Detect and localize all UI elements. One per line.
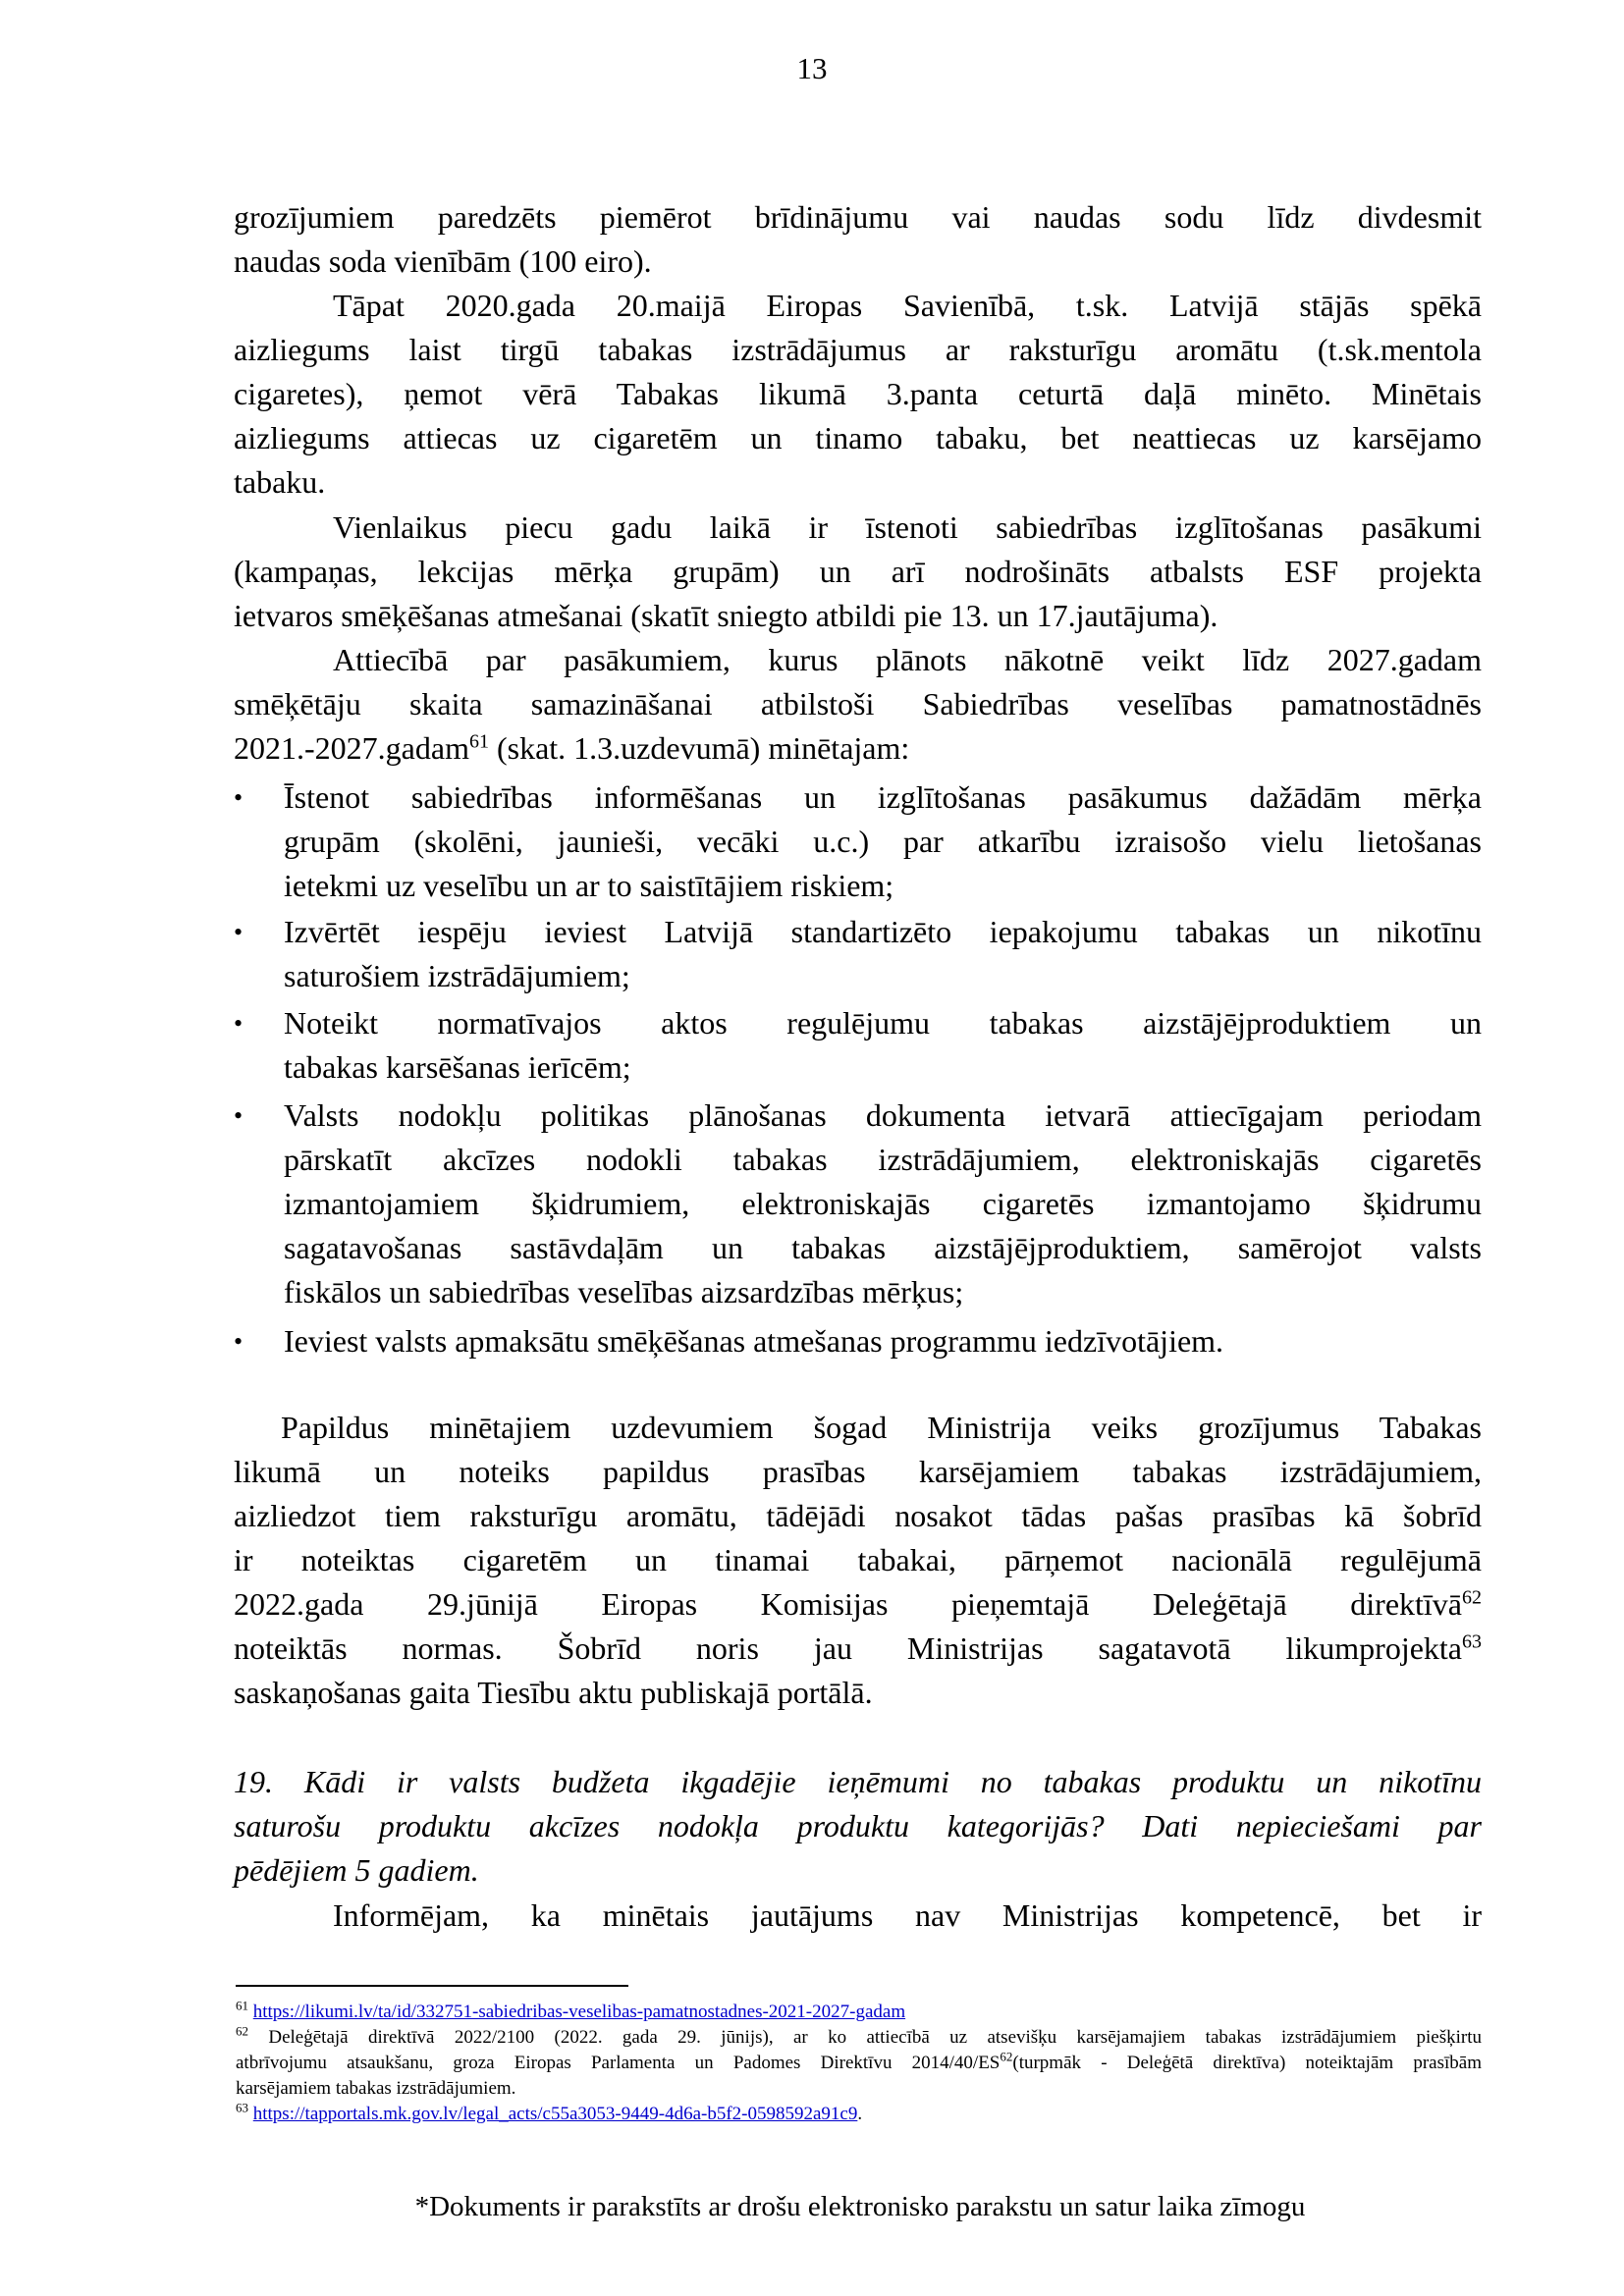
text-line	[284, 1001, 1482, 1045]
text-line	[234, 284, 1482, 328]
text-run: 2022.gada 29.jūnijā Eiropas Komisijas pieņemtajā Deleģētajā direktīvā	[234, 1586, 1462, 1622]
text-run: pēdējiem 5 gadiem.	[234, 1852, 479, 1888]
page-number: 13	[796, 51, 828, 85]
text-line	[234, 195, 1482, 240]
footnote-line	[236, 2051, 1482, 2076]
text-line	[284, 1319, 1482, 1363]
text-line	[234, 1848, 1482, 1893]
footnotes	[236, 2000, 1482, 2127]
footnote-reference: 62	[236, 2023, 248, 2039]
text-run: saturošu produktu akcīzes nodokļa produktu kategorijās? Dati nepieciešami par	[234, 1808, 1482, 1843]
text-run: (kampaņas, lekcijas mērķa grupām) un arī nodrošināts atbalsts ESF projekta	[234, 554, 1482, 589]
text-line	[284, 775, 1482, 820]
bullet-icon: •	[234, 1327, 244, 1356]
paragraph	[234, 284, 1482, 505]
text-run: (turpmāk - Deleģētā direktīva) noteiktajām prasībām	[1012, 2053, 1483, 2073]
text-line	[234, 1538, 1482, 1582]
footnote-line	[236, 2076, 1482, 2102]
text-line	[284, 1226, 1482, 1270]
bullet-list-item	[234, 775, 1482, 908]
bullet-icon: •	[234, 783, 244, 812]
footnote-link[interactable]: https://likumi.lv/ta/id/332751-sabiedribas-veselibas-pamatnostadnes-2021-2027-gadam	[252, 2002, 906, 2022]
text-line	[234, 240, 1482, 284]
text-line	[234, 328, 1482, 372]
text-run: Izvērtēt iespēju ieviest Latvijā standartizēto iepakojumu tabakas un nikotīnu	[284, 914, 1482, 949]
text-run: ir noteiktas cigaretēm un tinamai tabakai, pārņemot nacionālā regulējumā	[234, 1542, 1482, 1577]
footnote-separator	[236, 1985, 628, 1987]
text-line	[284, 954, 1482, 998]
text-run: sagatavošanas sastāvdaļām un tabakas aizstājējproduktiem, samērojot valsts	[284, 1230, 1482, 1265]
footnote-reference: 61	[236, 1998, 248, 2013]
text-run: Attiecībā par pasākumiem, kurus plānots nākotnē veikt līdz 2027.gadam	[333, 642, 1482, 677]
footnote-reference: 62	[1000, 2049, 1013, 2064]
text-line	[284, 1094, 1482, 1138]
text-line	[234, 1450, 1482, 1494]
text-run: smēķētāju skaita samazināšanai atbilstoši Sabiedrības veselības pamatnostādnēs	[234, 686, 1482, 721]
text-line	[234, 416, 1482, 460]
text-run: aizliedzot tiem raksturīgu aromātu, tādējādi nosakot tādas pašas prasības kā šobrīd	[234, 1498, 1482, 1533]
bullet-text	[234, 910, 1482, 998]
bullet-text	[234, 775, 1482, 908]
text-line	[234, 1582, 1482, 1627]
text-run: Deleģētajā direktīvā 2022/2100 (2022. gada 29. jūnijs), ar ko attiecībā uz atsevišķu karsējamajiem tabakas izstrādājumiem piešķirtu	[248, 2027, 1482, 2048]
bullet-list-item	[234, 910, 1482, 998]
text-run: Ieviest valsts apmaksātu smēķēšanas atmešanas programmu iedzīvotājiem.	[284, 1323, 1224, 1359]
text-line	[284, 910, 1482, 954]
text-run: atbrīvojumu atsaukšanu, groza Eiropas Parlamenta un Padomes Direktīvu 2014/40/ES	[236, 2053, 1001, 2073]
text-run: naudas soda vienībām (100 eiro).	[234, 243, 652, 279]
text-line	[234, 1627, 1482, 1671]
text-run: ietekmi uz veselību un ar to saistītājiem riskiem;	[284, 868, 894, 903]
text-line	[284, 864, 1482, 908]
text-run: Vienlaikus piecu gadu laikā ir īstenoti sabiedrības izglītošanas pasākumi	[333, 509, 1482, 545]
footnote	[236, 2102, 1482, 2127]
text-run: aizliegums laist tirgū tabakas izstrādājumus ar raksturīgu aromātu (t.sk.mentola	[234, 332, 1482, 367]
text-line	[234, 638, 1482, 682]
paragraph	[234, 506, 1482, 638]
bullet-text	[234, 1094, 1482, 1314]
text-line	[234, 1671, 1482, 1715]
text-run: Tāpat 2020.gada 20.maijā Eiropas Savienībā, t.sk. Latvijā stājās spēkā	[333, 288, 1482, 323]
bullet-list-item	[234, 1001, 1482, 1090]
bullet-icon: •	[234, 918, 244, 946]
paragraph	[234, 1894, 1482, 1938]
footnote	[236, 2025, 1482, 2102]
text-line	[234, 1494, 1482, 1538]
text-run: fiskālos un sabiedrības veselības aizsardzības mērķus;	[284, 1274, 964, 1309]
footnote-reference: 62	[1462, 1586, 1482, 1609]
text-run: saturošiem izstrādājumiem;	[284, 958, 630, 993]
text-run: 19. Kādi ir valsts budžeta ikgadējie ieņēmumi no tabakas produktu un nikotīnu	[234, 1764, 1482, 1799]
text-line	[284, 1045, 1482, 1090]
footnote-reference: 61	[468, 730, 489, 753]
paragraph	[234, 638, 1482, 771]
text-line	[234, 550, 1482, 594]
question-heading	[234, 1760, 1482, 1893]
text-run: .	[857, 2104, 863, 2124]
text-run: tabakas karsēšanas ierīcēm;	[284, 1049, 631, 1085]
text-line	[284, 1270, 1482, 1314]
bullet-list-item	[234, 1094, 1482, 1314]
text-run: grupām (skolēni, jaunieši, vecāki u.c.) par atkarību izraisošo vielu lietošanas	[284, 824, 1482, 859]
footnote	[236, 2000, 1482, 2025]
text-line	[284, 1182, 1482, 1226]
signature-notice: *Dokuments ir parakstīts ar drošu elektronisko parakstu un satur laika zīmogu	[414, 2191, 1306, 2222]
text-run: tabaku.	[234, 464, 326, 500]
text-line	[284, 1138, 1482, 1182]
footnote-line	[236, 2000, 1482, 2025]
text-run: pārskatīt akcīzes nodokli tabakas izstrādājumiem, elektroniskajās cigaretēs	[284, 1142, 1482, 1177]
text-run: Valsts nodokļu politikas plānošanas dokumenta ietvarā attiecīgajam periodam	[284, 1097, 1482, 1133]
text-run: karsējamiem tabakas izstrādājumiem.	[236, 2078, 516, 2099]
text-line	[234, 506, 1482, 550]
text-run: saskaņošanas gaita Tiesību aktu publiskajā portālā.	[234, 1675, 873, 1710]
text-line	[234, 1804, 1482, 1848]
text-run: likumā un noteiks papildus prasības karsējamiem tabakas izstrādājumiem,	[234, 1454, 1482, 1489]
text-run: cigaretes), ņemot vērā Tabakas likumā 3.panta ceturtā daļā minēto. Minētais	[234, 376, 1482, 411]
text-line	[234, 372, 1482, 416]
paragraph	[234, 1406, 1482, 1715]
text-run: Informējam, ka minētais jautājums nav Ministrijas kompetencē, bet ir	[333, 1897, 1482, 1933]
text-run: Papildus minētajiem uzdevumiem šogad Ministrija veiks grozījumus Tabakas	[281, 1410, 1482, 1445]
text-run: 2021.-2027.gadam	[234, 730, 469, 766]
bullet-icon: •	[234, 1009, 244, 1038]
text-run: aizliegums attiecas uz cigaretēm un tinamo tabaku, bet neattiecas uz karsējamo	[234, 420, 1482, 455]
text-line	[284, 820, 1482, 864]
footnote-link[interactable]: https://tapportals.mk.gov.lv/legal_acts/c55a3053-9449-4d6a-b5f2-0598592a91c9	[252, 2104, 858, 2124]
bullet-list-item	[234, 1319, 1482, 1363]
paragraph	[234, 195, 1482, 284]
text-line	[234, 682, 1482, 726]
text-run: ietvaros smēķēšanas atmešanai (skatīt sniegto atbildi pie 13. un 17.jautājuma).	[234, 598, 1218, 633]
text-run: izmantojamiem šķidrumiem, elektroniskajās cigaretēs izmantojamo šķidrumu	[284, 1186, 1482, 1221]
text-run: grozījumiem paredzēts piemērot brīdinājumu vai naudas sodu līdz divdesmit	[234, 199, 1482, 235]
footnote-line	[236, 2025, 1482, 2051]
text-run: Noteikt normatīvajos aktos regulējumu tabakas aizstājējproduktiem un	[284, 1005, 1482, 1041]
text-line	[234, 1894, 1482, 1938]
bullet-icon: •	[234, 1101, 244, 1130]
bullet-text	[234, 1319, 1482, 1363]
text-run: (skat. 1.3.uzdevumā) minētajam:	[488, 730, 910, 766]
text-run: noteiktās normas. Šobrīd noris jau Ministrijas sagatavotā likumprojekta	[234, 1630, 1462, 1666]
text-run: Īstenot sabiedrības informēšanas un izglītošanas pasākumus dažādām mērķa	[284, 779, 1482, 815]
footnote-reference: 63	[1462, 1630, 1482, 1653]
text-line	[234, 594, 1482, 638]
text-line	[234, 1760, 1482, 1804]
bullet-text	[234, 1001, 1482, 1090]
text-line	[234, 726, 1482, 771]
footnote-line	[236, 2102, 1482, 2127]
footnote-reference: 63	[236, 2100, 248, 2115]
text-line	[234, 460, 1482, 505]
text-line	[234, 1406, 1482, 1450]
